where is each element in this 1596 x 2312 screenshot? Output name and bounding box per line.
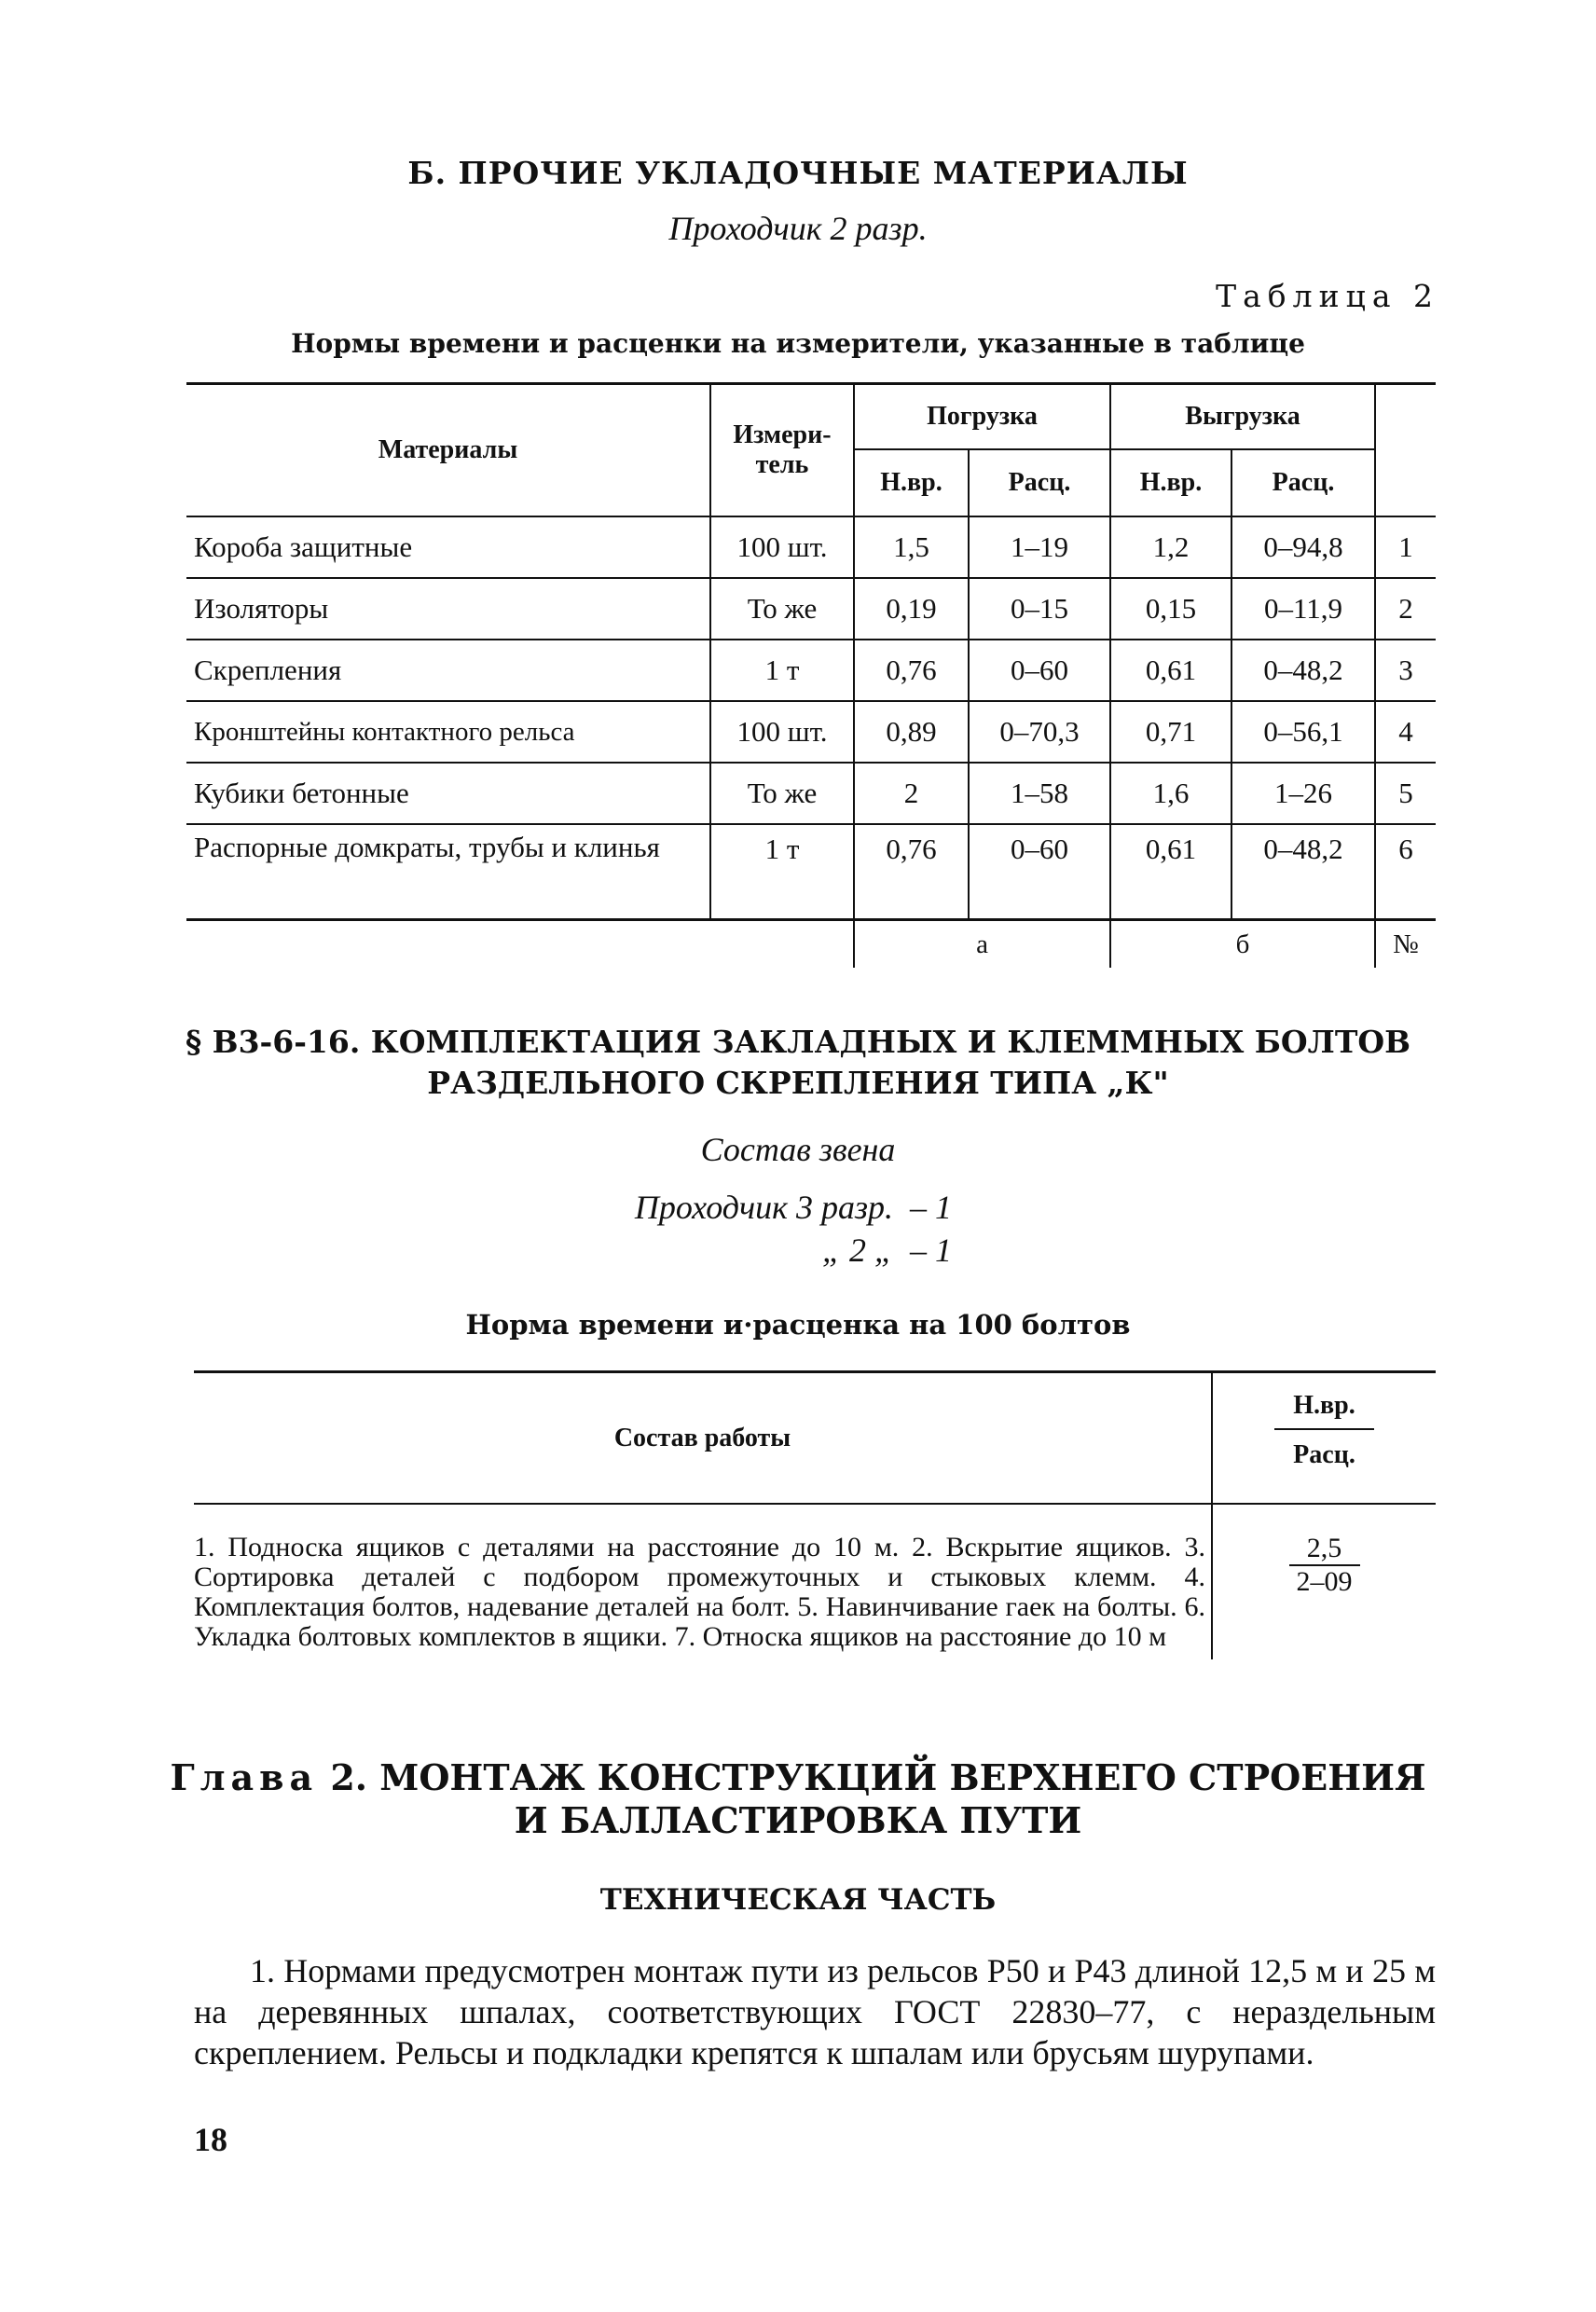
footer-column-b: б	[1110, 920, 1375, 969]
cell-unload-rate: 1–26	[1231, 763, 1375, 824]
crew-count: – 1	[910, 1232, 952, 1269]
cell-unload-time: 0,71	[1110, 701, 1231, 763]
cell-unit: 100 шт.	[710, 516, 854, 578]
cell-unload-time: 0,15	[1110, 578, 1231, 640]
cell-material: Изоляторы	[194, 592, 329, 625]
header-unit: Измери-тель	[710, 384, 854, 517]
cell-unload-time: 0,61	[1110, 824, 1231, 920]
cell-material: Кубики бетонные	[194, 777, 409, 809]
crew-item	[623, 1186, 956, 1229]
cell-load-rate: 0–60	[969, 640, 1110, 701]
cell-load-rate: 1–58	[969, 763, 1110, 824]
footer-empty	[710, 920, 854, 969]
header-unload-time: Н.вр.	[1110, 449, 1231, 516]
cell-load-time: 0,76	[854, 640, 969, 701]
cell-row-number: 4	[1375, 701, 1436, 763]
footer-number-sign: №	[1375, 920, 1436, 969]
cell-unload-rate: 0–48,2	[1231, 640, 1375, 701]
cell-load-time: 0,76	[854, 824, 969, 920]
section-title: Б. ПРОЧИЕ УКЛАДОЧНЫЕ МАТЕРИАЛЫ	[407, 155, 1189, 191]
chapter-line2: И БАЛЛАСТИРОВКА ПУТИ	[514, 1799, 1082, 1841]
cell-material: Кронштейны контактного рельса	[194, 716, 575, 747]
cell-load-time: 0,89	[854, 701, 969, 763]
cell-material: Короба защитные	[194, 530, 413, 563]
cell-load-rate: 0–70,3	[969, 701, 1110, 763]
work-table	[194, 1370, 1436, 1659]
header-time-label: Н.вр.	[1274, 1391, 1373, 1430]
header-unloading: Выгрузка	[1110, 384, 1375, 450]
header-loading: Погрузка	[854, 384, 1110, 450]
crew-list	[623, 1186, 956, 1272]
cell-row-number: 5	[1375, 763, 1436, 824]
work-description: 1. Подноска ящиков с деталями на расстояние до 10 м. 2. Вскрытие ящиков. 3. Сортировка деталей с подбором промежуточных и стыковых клемм. 4. Комплектация болтов, надевание деталей на болт. 5. Навинчивание гаек на болты. 6. Укладка болтовых комплектов в ящики. 7. Относка ящиков на расстояние до 10 м	[194, 1532, 1205, 1652]
chapter-prefix: Глава	[170, 1756, 319, 1798]
table-row	[186, 516, 1436, 578]
chapter-heading	[0, 1756, 1596, 1842]
norm-rate: 2–09	[1296, 1566, 1353, 1597]
cell-unit: То же	[710, 578, 854, 640]
cell-material: Скрепления	[194, 654, 342, 686]
table-row	[194, 1504, 1436, 1659]
composition-title: Состав звена	[700, 1131, 896, 1168]
cell-unit: 100 шт.	[710, 701, 854, 763]
cell-unload-rate: 0–94,8	[1231, 516, 1375, 578]
header-time	[1212, 1372, 1436, 1432]
cell-unload-time: 1,2	[1110, 516, 1231, 578]
table-label: Таблица 2	[1216, 278, 1439, 314]
table-footer-row	[186, 920, 1436, 969]
cell-unit: То же	[710, 763, 854, 824]
norm-time: 2,5	[1289, 1533, 1360, 1566]
crew-count: – 1	[910, 1189, 952, 1226]
body-paragraph: 1. Нормами предусмотрен монтаж пути из рельсов Р50 и Р43 длиной 12,5 м и 25 м на деревянных шпалах, соответствующих ГОСТ 22830–77, с нераздельным скреплением. Рельсы и подкладки крепятся к шпалам или брусьям шурупами.	[194, 1952, 1436, 2071]
page-number: 18	[194, 2121, 227, 2158]
header-material: Материалы	[186, 384, 710, 517]
cell-row-number: 1	[1375, 516, 1436, 578]
crew-role: „ 2 „	[821, 1232, 893, 1269]
cell-load-time: 2	[854, 763, 969, 824]
footer-column-a: а	[854, 920, 1110, 969]
cell-unload-rate: 0–48,2	[1231, 824, 1375, 920]
header-unload-rate: Расц.	[1231, 449, 1375, 516]
table-row	[186, 824, 1436, 920]
cell-row-number: 2	[1375, 578, 1436, 640]
table-row	[186, 763, 1436, 824]
cell-load-rate: 0–60	[969, 824, 1110, 920]
paragraph-heading-line2: РАЗДЕЛЬНОГО СКРЕПЛЕНИЯ ТИПА „К"	[427, 1065, 1169, 1101]
table-row	[186, 578, 1436, 640]
footer-empty	[186, 920, 710, 969]
table-row	[186, 701, 1436, 763]
header-load-rate: Расц.	[969, 449, 1110, 516]
worker-grade: Проходчик 2 разр.	[668, 210, 928, 247]
tech-part-heading: ТЕХНИЧЕСКАЯ ЧАСТЬ	[599, 1883, 997, 1917]
cell-unload-time: 0,61	[1110, 640, 1231, 701]
cell-load-time: 0,19	[854, 578, 969, 640]
cell-unload-time: 1,6	[1110, 763, 1231, 824]
crew-role: Проходчик 3 разр.	[634, 1189, 893, 1226]
header-load-time: Н.вр.	[854, 449, 969, 516]
cell-unit: 1 т	[710, 824, 854, 920]
cell-unload-rate: 0–11,9	[1231, 578, 1375, 640]
cell-unload-rate: 0–56,1	[1231, 701, 1375, 763]
cell-row-number: 3	[1375, 640, 1436, 701]
paragraph-heading	[0, 1022, 1596, 1104]
table-row	[186, 640, 1436, 701]
header-empty	[1375, 384, 1436, 517]
cell-unit: 1 т	[710, 640, 854, 701]
header-rate: Расц.	[1212, 1431, 1436, 1504]
cell-load-rate: 1–19	[969, 516, 1110, 578]
cell-row-number: 6	[1375, 824, 1436, 920]
cell-material: Распорные домкраты, трубы и клинья	[194, 831, 660, 863]
cell-load-time: 1,5	[854, 516, 969, 578]
header-work: Состав работы	[194, 1372, 1212, 1505]
norm-caption: Норма времени и·расценка на 100 болтов	[465, 1309, 1131, 1341]
paragraph-heading-line1: § В3-6-16. КОМПЛЕКТАЦИЯ ЗАКЛАДНЫХ И КЛЕММНЫХ БОЛТОВ	[185, 1024, 1411, 1060]
cell-load-rate: 0–15	[969, 578, 1110, 640]
chapter-line1: 2. МОНТАЖ КОНСТРУКЦИЙ ВЕРХНЕГО СТРОЕНИЯ	[318, 1756, 1426, 1798]
table-caption: Нормы времени и расценки на измерители, указанные в таблице	[291, 328, 1305, 359]
norm-value	[1212, 1504, 1436, 1659]
norms-table	[186, 382, 1436, 968]
norm-fraction	[1289, 1533, 1360, 1598]
crew-item	[623, 1229, 956, 1272]
